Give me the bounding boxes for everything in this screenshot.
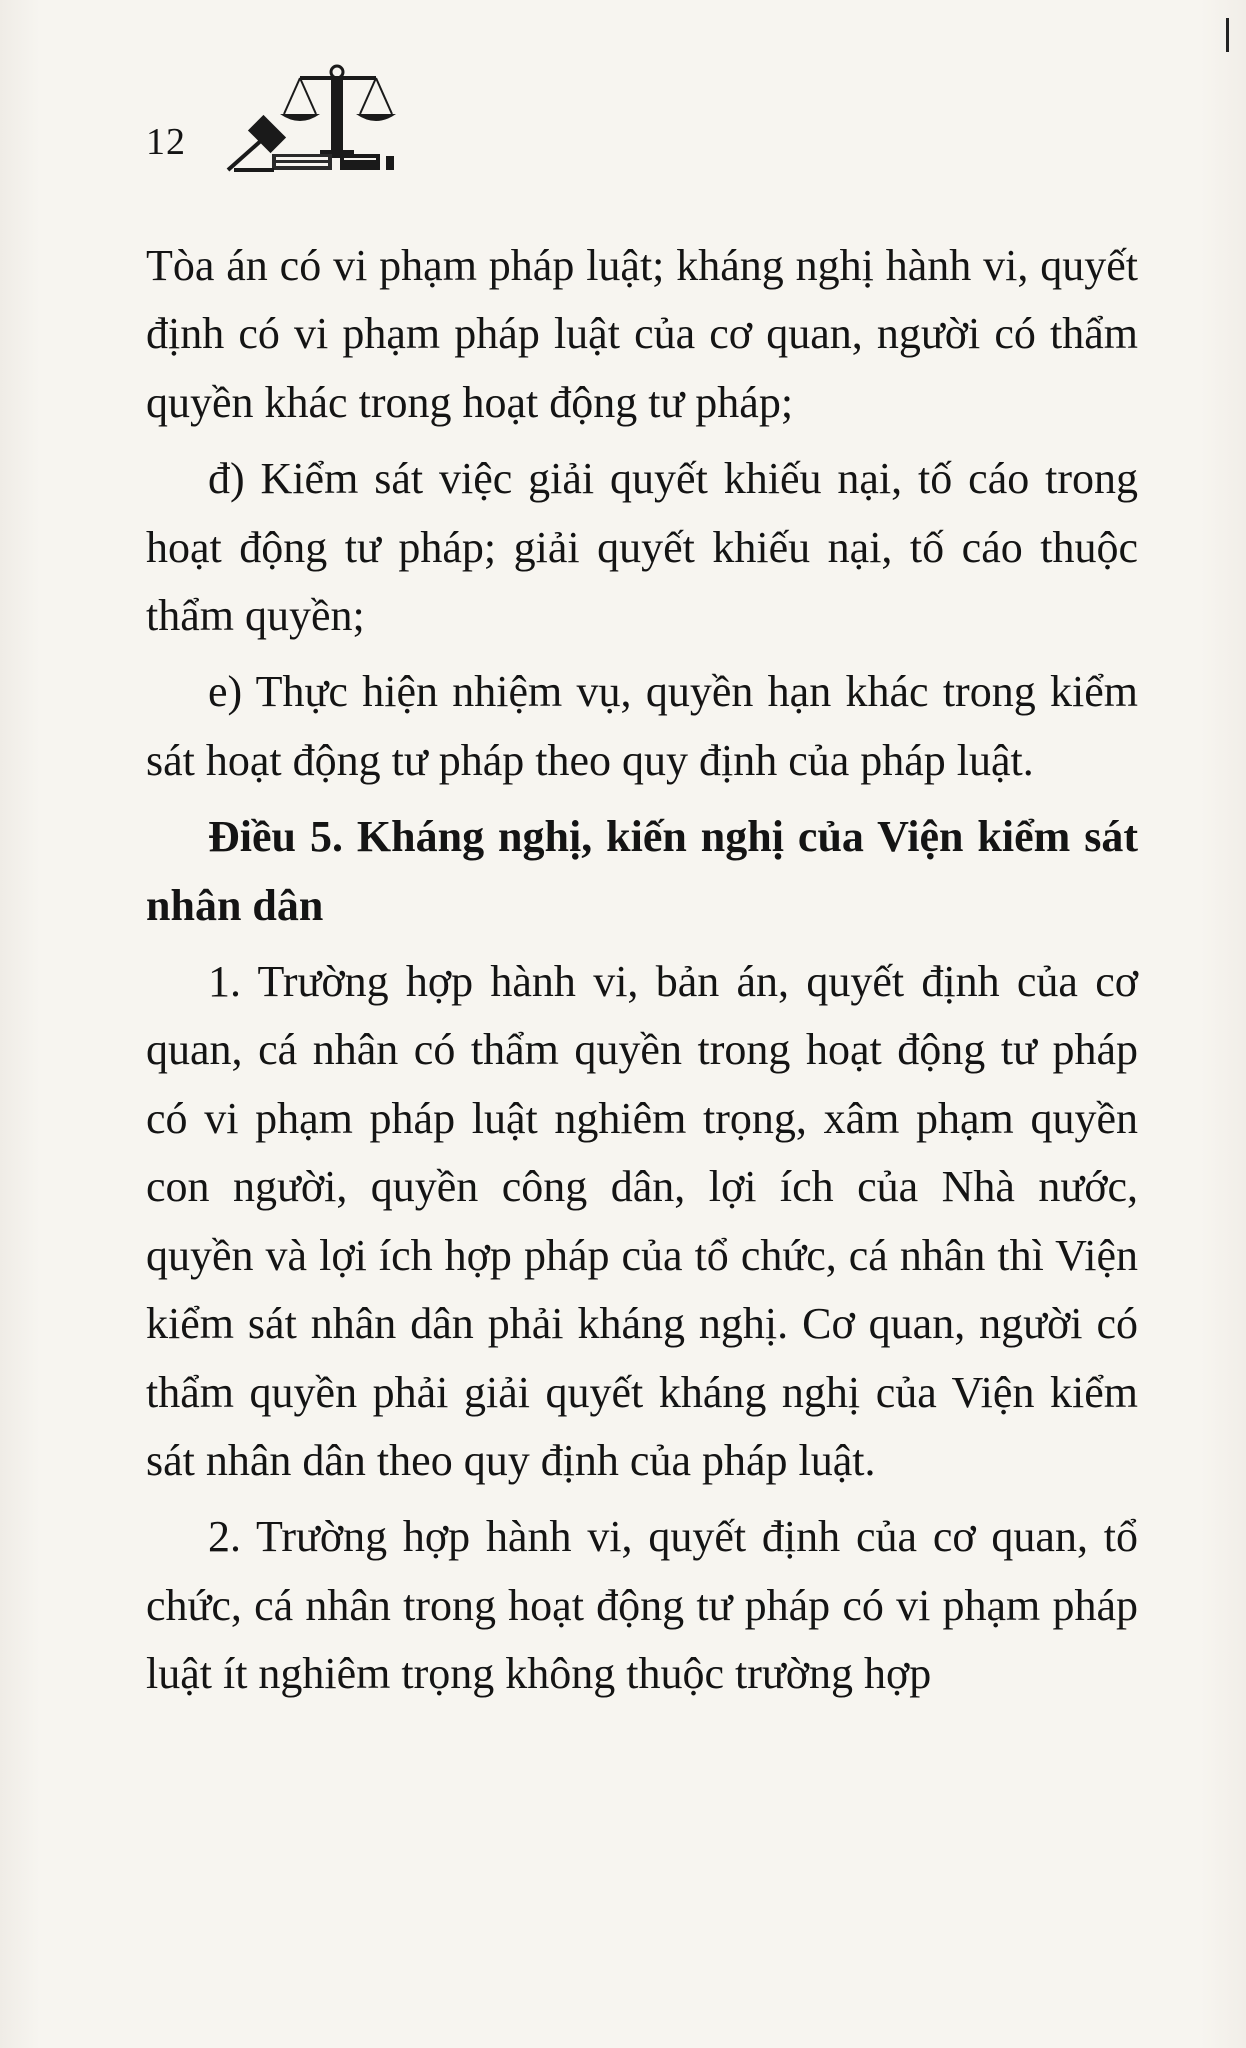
page-edge-mark xyxy=(1226,18,1229,52)
page-header xyxy=(146,58,446,178)
clause-1: 1. Trường hợp hành vi, bản án, quyết định của cơ quan, cá nhân có thẩm quyền trong hoạt động tư pháp có vi phạm pháp luật nghiêm trọng, xâm phạm quyền con người, quyền công dân, lợi ích của Nhà nước, quyền và lợi ích hợp pháp của tổ chức, cá nhân thì Viện kiểm sát nhân dân phải kháng nghị. Cơ quan, người có thẩm quyền phải giải quyết kháng nghị của Viện kiểm sát nhân dân theo quy định của pháp luật. xyxy=(146,957,1138,1485)
page-body xyxy=(146,232,1138,1709)
article-heading: Điều 5. Kháng nghị, kiến nghị của Viện kiểm sát nhân dân xyxy=(146,812,1138,930)
clause-2: 2. Trường hợp hành vi, quyết định của cơ quan, tổ chức, cá nhân trong hoạt động tư pháp có vi phạm pháp luật ít nghiêm trọng không thuộc trường hợp xyxy=(146,1512,1138,1699)
paragraph-continuation: Tòa án có vi phạm pháp luật; kháng nghị hành vi, quyết định có vi phạm pháp luật của cơ quan, người có thẩm quyền khác trong hoạt động tư pháp; xyxy=(146,241,1138,427)
scales-of-justice-gavel-icon xyxy=(220,58,460,178)
item-e: e) Thực hiện nhiệm vụ, quyền hạn khác trong kiểm sát hoạt động tư pháp theo quy định của pháp luật. xyxy=(146,667,1138,785)
item-d: đ) Kiểm sát việc giải quyết khiếu nại, tố cáo trong hoạt động tư pháp; giải quyết khiếu nại, tố cáo thuộc thẩm quyền; xyxy=(146,454,1138,641)
page-number: 12 xyxy=(146,121,186,163)
